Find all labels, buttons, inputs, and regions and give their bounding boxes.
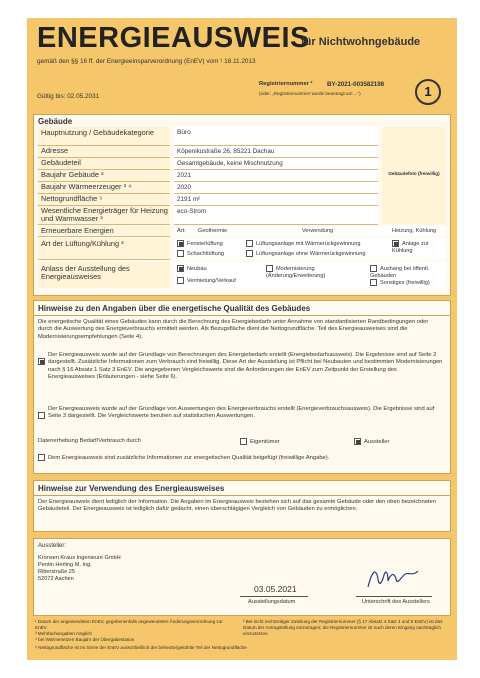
row-label-issuance-reason: Anlass der Ausstellung des Energieausweises bbox=[38, 262, 170, 288]
vent-shaft-option[interactable]: Schachtlüftung bbox=[177, 250, 224, 258]
vent-no-recovery-checkbox[interactable] bbox=[246, 250, 253, 257]
footnote-5: ⁵ Nettogrundfläche ist im Sinne der EnEV ausschließlich der beheizte/gekühlte Teil der Nettogrundfläche bbox=[35, 645, 247, 650]
signature-line bbox=[356, 596, 432, 597]
demand-based-checkbox[interactable] bbox=[38, 353, 48, 371]
row-label-net-floor-area: Nettogrundfläche ⁵ bbox=[38, 194, 170, 206]
ventilation-options bbox=[174, 238, 446, 259]
renewables-values: Art: Geothermie Verwendung Heizung, Kühlung bbox=[174, 226, 446, 236]
issuance-reason-options bbox=[174, 262, 446, 288]
reason-other-option[interactable]: Sonstiges (freiwillig) bbox=[370, 279, 430, 287]
row-value-building-part: Gesamtgebäude, keine Mischnutzung bbox=[174, 158, 378, 170]
data-source-label: Datenerhebung Bedarf/Verbrauch durch bbox=[38, 438, 141, 444]
row-label-usage: Hauptnutzung / Gebäudekategorie bbox=[38, 127, 170, 146]
row-value-usage: Büro bbox=[174, 127, 378, 146]
validity-date: Gültig bis: 02.05.2031 bbox=[37, 93, 100, 100]
renewable-type: Geothermie bbox=[198, 228, 228, 234]
vent-no-recovery-option[interactable]: Lüftungsanlage ohne Wärmerückgewinnung bbox=[246, 250, 365, 258]
date-line bbox=[240, 596, 308, 597]
energy-certificate-page bbox=[27, 18, 457, 660]
issuer-section bbox=[33, 538, 451, 616]
signature-label: Unterschrift des Ausstellers bbox=[362, 599, 430, 605]
quality-hints-intro: Die energetische Qualität eines Gebäudes kann durch die Berechnung des Energiebedarfs unter Annahme von standardisierten Randbedingungen oder durch die Auswertung des Energieverbrauchs ermittelt werden. Als Bezugsfläche dient die Nettogrundfläche. Teil des Energieausweises sind die Modernisierungsempfehlungen (Seite 4). bbox=[38, 319, 429, 340]
vent-recovery-option[interactable]: Lüftungsanlage mit Wärmerückgewinnung bbox=[246, 240, 360, 248]
row-value-address: Köpenikustraße 26, 85221 Dachau bbox=[174, 146, 378, 158]
section-divider bbox=[34, 315, 450, 316]
reason-new-build-checkbox[interactable] bbox=[177, 265, 184, 272]
document-subtitle: für Nichtwohngebäude bbox=[301, 36, 421, 48]
row-label-building-part: Gebäudeteil bbox=[38, 158, 170, 170]
reason-public-display-checkbox[interactable] bbox=[370, 265, 377, 272]
row-label-construction-year: Baujahr Gebäude ³ bbox=[38, 170, 170, 182]
owner-checkbox[interactable] bbox=[240, 438, 247, 445]
demand-based-text: Der Energieausweis wurde auf der Grundlage von Berechnungen des Energiebedarfs erstellt (Energiebedarfsausweis). Die Ergebnisse sind auf Seite 2 dargestellt. Zusätzliche Informationen zum Verbrauch sind freiwillig. Diese Art der Ausstellung ist Pflicht bei Neubauten und bestimmten Modernisierungen nach § 16 Absatz 1 Satz 3 EnEV. Die angegebenen Vergleichswerte sind die Anforderungen der EnEV zum Zeitpunkt der Erstellung des Energieausweises (Erläuterungen - siehe Seite 6). bbox=[48, 352, 443, 381]
data-source-owner[interactable]: Eigentümer bbox=[240, 438, 280, 446]
building-section-title: Gebäude bbox=[38, 117, 73, 126]
building-photo-area bbox=[382, 127, 446, 224]
vent-shaft-checkbox[interactable] bbox=[177, 250, 184, 257]
usage-hints-section bbox=[33, 480, 451, 532]
row-value-energy-carrier: eco-Strom bbox=[174, 206, 378, 225]
quality-hints-title: Hinweise zu den Angaben über die energetische Qualität des Gebäudes bbox=[38, 304, 311, 313]
row-value-net-floor-area: 2191 m² bbox=[174, 194, 378, 206]
footnote-4: ⁴ bei Wärmenetzen Baujahr der Übergabestation bbox=[35, 637, 135, 642]
reason-rental-sale-option[interactable]: Vermietung/Verkauf bbox=[177, 277, 236, 285]
data-source-issuer[interactable]: Aussteller bbox=[354, 438, 389, 446]
consumption-based-checkbox[interactable] bbox=[38, 407, 48, 425]
renewable-use: Heizung, Kühlung bbox=[392, 228, 437, 234]
row-label-renewables: Erneuerbare Energien bbox=[38, 226, 170, 237]
issue-date-label: Ausstellungsdatum bbox=[248, 599, 296, 605]
vent-window-option[interactable]: Fensterlüftung bbox=[177, 240, 223, 248]
vent-cooling-checkbox[interactable] bbox=[392, 240, 399, 247]
vent-cooling-option[interactable]: Anlage zur Kühlung bbox=[392, 240, 429, 254]
signature-icon bbox=[364, 561, 422, 595]
reason-public-display-option[interactable]: Aushang bei öffentl. Gebäuden bbox=[370, 265, 430, 279]
footnote-2: ² Bei nicht rechtzeitiger Zuteilung der Registriernummer (§ 17 Absatz 4 Satz 4 und 5 EnEV) ist das Datum der Antragstellung einzutragen; die Registriernummer ist nach deren Eingang nachträglich einzusetzen. bbox=[243, 619, 443, 636]
section-divider bbox=[34, 495, 450, 496]
reason-new-build-option[interactable]: Neubau bbox=[177, 265, 207, 273]
building-photo-label: Gebäudefoto (freiwillig) bbox=[388, 171, 440, 176]
usage-hints-text: Der Energieausweis dient lediglich der Information. Die Angaben im Energieausweis beziehen sich auf das gesamte Gebäude oder den oben bezeichneten Gebäudeteil. Der Energieausweis ist lediglich dafür gedacht, einen überschlägigen Vergleich von Gebäuden zu ermöglichen. bbox=[38, 499, 436, 513]
quality-hints-section bbox=[33, 300, 451, 474]
reason-rental-sale-checkbox[interactable] bbox=[177, 277, 184, 284]
reason-other-checkbox[interactable] bbox=[370, 279, 377, 286]
reason-modernisation-checkbox[interactable] bbox=[266, 265, 273, 272]
document-title: ENERGIEAUSWEIS bbox=[37, 22, 310, 54]
registration-label: Registriernummer ² bbox=[259, 81, 313, 87]
row-label-address: Adresse bbox=[38, 146, 170, 158]
footnote-3: ³ Mehrfachangaben möglich bbox=[35, 631, 92, 636]
footnote-1: ¹ Datum der angewendeten EnEV, gegebenenfalls angewendeten Änderungsverordnung zur EnEV bbox=[35, 619, 223, 630]
usage-hints-title: Hinweise zur Verwendung des Energieausweises bbox=[38, 484, 225, 493]
consumption-based-text: Der Energieausweis wurde auf der Grundlage von Auswertungen des Energieverbrauchs erstellt (Energieverbrauchsausweis). Die Ergebnisse sind auf Seite 3 dargestellt. Die Vergleichswerte beruhen auf statistischen Auswertungen. bbox=[48, 406, 435, 420]
issue-date: 03.05.2021 bbox=[254, 584, 297, 594]
issuer-line-1: Kronsen Kraus Ingenieure GmbH bbox=[38, 555, 121, 561]
registration-note: (oder: „Registriernummer wurde beantragt am ...") bbox=[259, 91, 361, 96]
vent-window-checkbox[interactable] bbox=[177, 240, 184, 247]
issuer-checkbox[interactable] bbox=[354, 438, 361, 445]
issuer-line-3: Ritterstraße 25 bbox=[38, 569, 75, 575]
attachments-option[interactable]: Dem Energieausweis sind zusätzliche Informationen zur energetischen Qualität beigefügt (freiwillige Angabe). bbox=[38, 454, 446, 462]
row-label-energy-carrier: Wesentliche Energieträger für Heizung und Warmwasser ³ bbox=[38, 206, 170, 225]
row-value-construction-year: 2021 bbox=[174, 170, 378, 182]
issuer-label: Aussteller: bbox=[38, 543, 67, 549]
regulation-line: gemäß den §§ 16 ff. der Energieeinsparverordnung (EnEV) vom ¹ 18.11.2013 bbox=[37, 58, 256, 65]
page-number-badge: 1 bbox=[415, 79, 441, 105]
issuer-line-4: 52072 Aachen bbox=[38, 576, 74, 582]
building-section bbox=[33, 114, 451, 296]
vent-recovery-checkbox[interactable] bbox=[246, 240, 253, 247]
registration-number: BY-2021-003582198 bbox=[327, 81, 385, 88]
reason-modernisation-option[interactable]: Modernisierung (Änderung/Erweiterung) bbox=[266, 265, 326, 279]
attachments-checkbox[interactable] bbox=[38, 454, 45, 461]
row-label-ventilation: Art der Lüftung/Kühlung ³ bbox=[38, 238, 170, 260]
row-label-heater-year: Baujahr Wärmeerzeuger ³ ⁴ bbox=[38, 182, 170, 194]
issuer-line-2: Pentin Herling M. Ing. bbox=[38, 562, 92, 568]
row-value-heater-year: 2020 bbox=[174, 182, 378, 194]
